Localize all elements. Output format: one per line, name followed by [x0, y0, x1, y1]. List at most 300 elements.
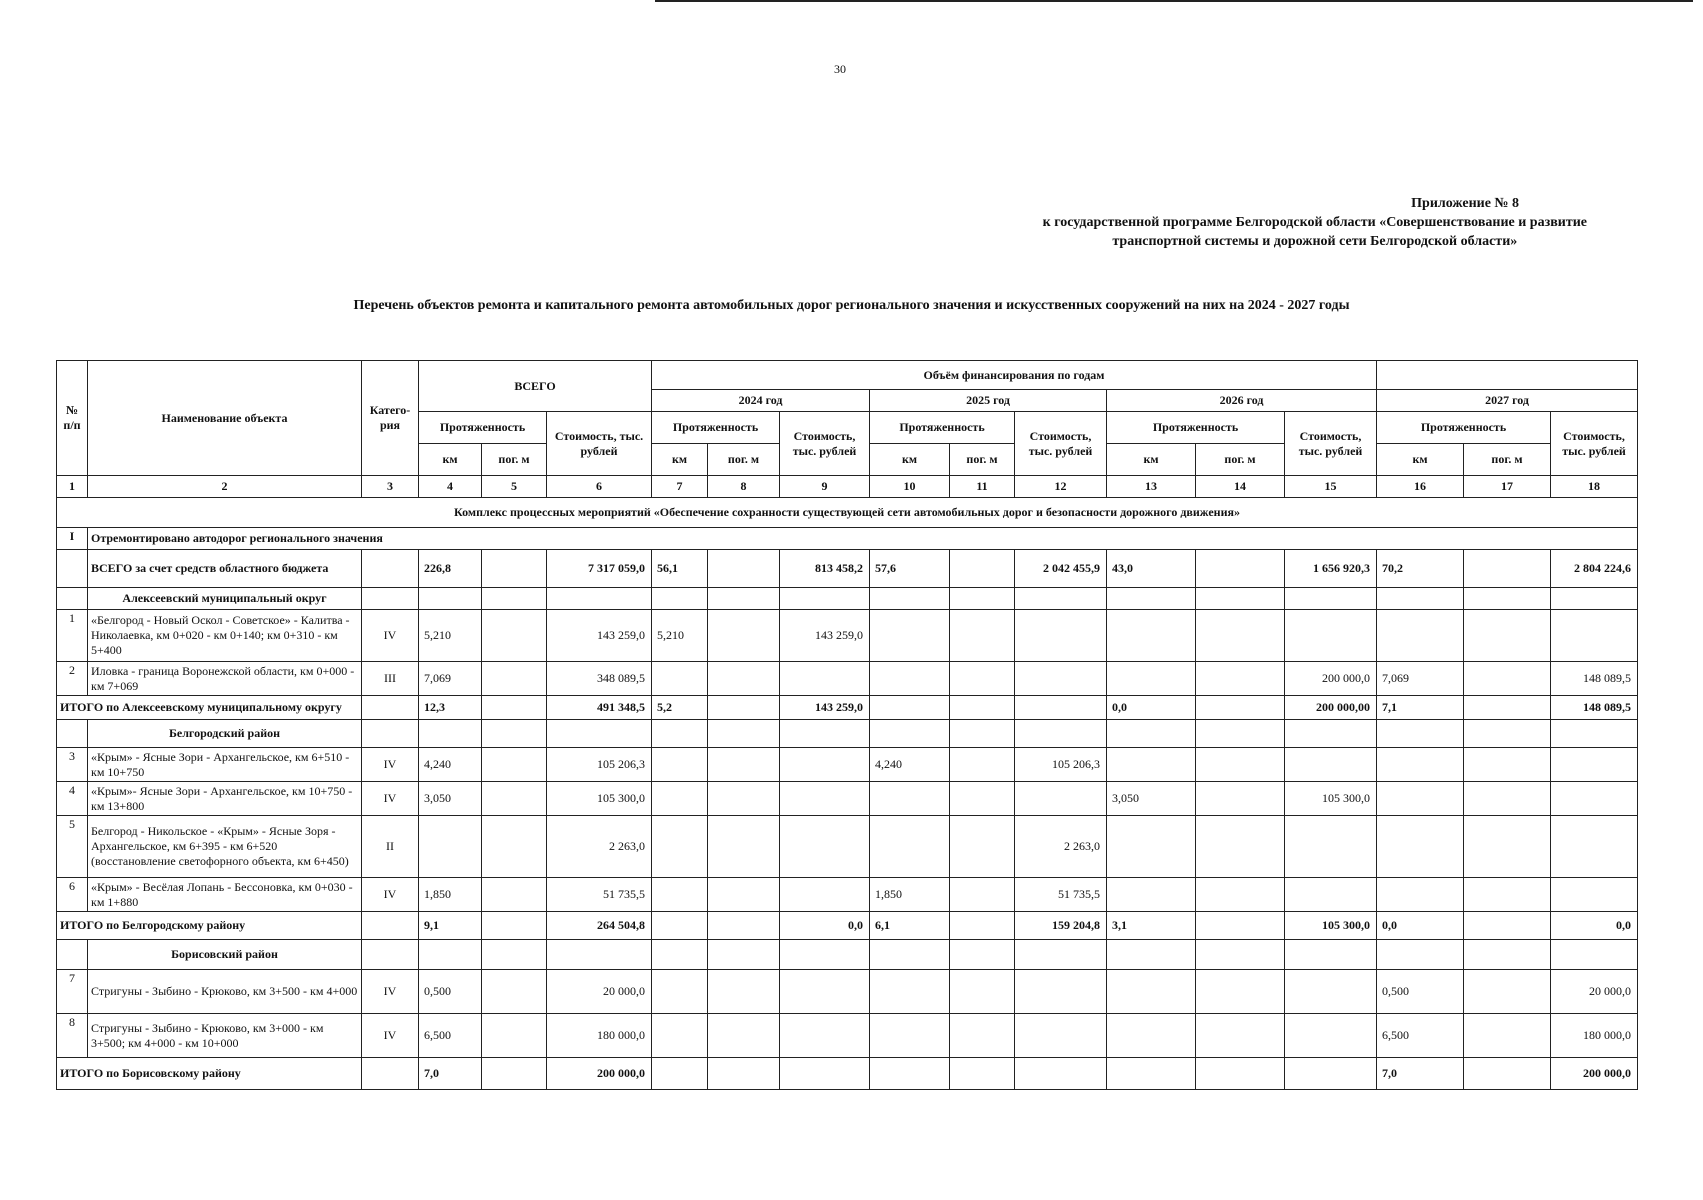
district-total-value — [870, 1058, 950, 1090]
value-cell: 105 300,0 — [547, 782, 652, 816]
empty-cell — [652, 940, 708, 970]
value-cell — [708, 1014, 780, 1058]
empty-cell — [1464, 588, 1551, 610]
district-total-value: 9,1 — [419, 912, 482, 940]
value-cell — [1015, 1014, 1107, 1058]
value-cell — [780, 816, 870, 878]
value-cell — [780, 878, 870, 912]
column-number: 7 — [652, 476, 708, 498]
value-cell — [708, 748, 780, 782]
value-cell — [870, 782, 950, 816]
district-total-value — [1107, 1058, 1196, 1090]
row-number: 7 — [57, 970, 88, 1014]
table-row — [57, 1058, 1638, 1090]
value-cell — [1196, 782, 1285, 816]
value-cell — [870, 1014, 950, 1058]
empty-cell — [652, 588, 708, 610]
header-year-2026: 2026 год — [1107, 390, 1377, 412]
district-total-label: ИТОГО по Борисовскому району — [57, 1058, 362, 1090]
empty-cell — [1015, 588, 1107, 610]
empty-cell — [870, 940, 950, 970]
column-number: 16 — [1377, 476, 1464, 498]
value-cell — [1377, 610, 1464, 662]
value-cell — [482, 816, 547, 878]
empty-cell — [1464, 720, 1551, 748]
empty-cell — [780, 720, 870, 748]
row-number — [57, 940, 88, 970]
column-number: 14 — [1196, 476, 1285, 498]
value-cell — [1551, 878, 1638, 912]
district-total-value: 7,0 — [419, 1058, 482, 1090]
empty-cell — [362, 720, 419, 748]
value-cell — [1464, 970, 1551, 1014]
category-cell — [362, 550, 419, 588]
value-cell — [1377, 748, 1464, 782]
total-budget-value: 1 656 920,3 — [1285, 550, 1377, 588]
value-cell: 3,050 — [419, 782, 482, 816]
value-cell — [482, 782, 547, 816]
district-total-value — [950, 696, 1015, 720]
value-cell — [1196, 748, 1285, 782]
value-cell — [950, 970, 1015, 1014]
value-cell — [1464, 748, 1551, 782]
header-year-2025: 2025 год — [870, 390, 1107, 412]
column-number: 18 — [1551, 476, 1638, 498]
district-total-value — [1464, 1058, 1551, 1090]
district-total-value — [482, 1058, 547, 1090]
category-cell — [362, 696, 419, 720]
total-budget-value: 2 804 224,6 — [1551, 550, 1638, 588]
header-km: км — [870, 444, 950, 476]
value-cell — [780, 662, 870, 696]
value-cell: 20 000,0 — [547, 970, 652, 1014]
value-cell: 7,069 — [419, 662, 482, 696]
empty-cell — [652, 720, 708, 748]
value-cell — [708, 970, 780, 1014]
district-total-value — [482, 912, 547, 940]
row-number: 3 — [57, 748, 88, 782]
column-number: 10 — [870, 476, 950, 498]
value-cell — [1285, 748, 1377, 782]
value-cell — [1285, 970, 1377, 1014]
header-cost: Стоимость, тыс. рублей — [1015, 412, 1107, 476]
district-total-value — [1285, 1058, 1377, 1090]
total-budget-value — [950, 550, 1015, 588]
column-number: 17 — [1464, 476, 1551, 498]
empty-cell — [419, 588, 482, 610]
object-name: «Крым» - Весёлая Лопань - Бессоновка, км 0+030 - км 1+880 — [88, 878, 362, 912]
district-total-value: 12,3 — [419, 696, 482, 720]
district-total-value: 200 000,0 — [1551, 1058, 1638, 1090]
column-number: 6 — [547, 476, 652, 498]
table-row — [57, 610, 1638, 662]
table-row — [57, 878, 1638, 912]
empty-cell — [708, 720, 780, 748]
empty-cell — [1285, 720, 1377, 748]
page-number: 30 — [834, 62, 846, 76]
row-number: 4 — [57, 782, 88, 816]
value-cell — [870, 610, 950, 662]
header-total: ВСЕГО — [419, 361, 652, 412]
empty-cell — [870, 588, 950, 610]
district-title: Алексеевский муниципальный округ — [88, 588, 362, 610]
empty-cell — [1285, 588, 1377, 610]
total-budget-value — [708, 550, 780, 588]
district-total-value — [1464, 696, 1551, 720]
value-cell — [1285, 816, 1377, 878]
district-total-value — [780, 1058, 870, 1090]
column-number: 13 — [1107, 476, 1196, 498]
header-pog-m: пог. м — [708, 444, 780, 476]
value-cell — [1107, 662, 1196, 696]
header-year-2024: 2024 год — [652, 390, 870, 412]
value-cell: 6,500 — [1377, 1014, 1464, 1058]
section-label: Отремонтировано автодорог регионального значения — [88, 528, 1638, 550]
district-total-value — [1196, 912, 1285, 940]
value-cell: 4,240 — [870, 748, 950, 782]
value-cell — [780, 1014, 870, 1058]
value-cell — [482, 610, 547, 662]
header-funding: Объём финансирования по годам — [652, 361, 1377, 390]
header-length: Протяженность — [419, 412, 547, 444]
column-number: 15 — [1285, 476, 1377, 498]
value-cell — [652, 816, 708, 878]
total-budget-value: 813 458,2 — [780, 550, 870, 588]
value-cell — [482, 748, 547, 782]
value-cell: 0,500 — [1377, 970, 1464, 1014]
header-km: км — [652, 444, 708, 476]
district-total-value: 0,0 — [1377, 912, 1464, 940]
district-total-value — [482, 696, 547, 720]
empty-cell — [482, 720, 547, 748]
total-budget-value: 226,8 — [419, 550, 482, 588]
value-cell — [1196, 610, 1285, 662]
empty-cell — [780, 940, 870, 970]
header-cost: Стоимость, тыс. рублей — [1551, 412, 1638, 476]
empty-cell — [1551, 588, 1638, 610]
value-cell: 5,210 — [652, 610, 708, 662]
header-cost: Стоимость, тыс. рублей — [780, 412, 870, 476]
value-cell — [1015, 610, 1107, 662]
category-cell: IV — [362, 878, 419, 912]
row-number: 1 — [57, 610, 88, 662]
value-cell — [1107, 610, 1196, 662]
column-number: 5 — [482, 476, 547, 498]
row-number — [57, 720, 88, 748]
value-cell — [1551, 748, 1638, 782]
district-total-label: ИТОГО по Алексеевскому муниципальному округу — [57, 696, 362, 720]
empty-cell — [1285, 940, 1377, 970]
header-km: км — [1377, 444, 1464, 476]
district-total-value — [1196, 696, 1285, 720]
value-cell — [780, 970, 870, 1014]
district-title: Борисовский район — [88, 940, 362, 970]
header-pog-m: пог. м — [482, 444, 547, 476]
empty-cell — [1107, 940, 1196, 970]
empty-cell — [708, 588, 780, 610]
value-cell: 1,850 — [419, 878, 482, 912]
value-cell — [1107, 970, 1196, 1014]
header-pog-m: пог. м — [1464, 444, 1551, 476]
district-total-value: 0,0 — [1551, 912, 1638, 940]
value-cell — [1551, 782, 1638, 816]
total-budget-value — [1464, 550, 1551, 588]
value-cell — [1464, 662, 1551, 696]
column-number: 3 — [362, 476, 419, 498]
table-row — [57, 720, 1638, 748]
empty-cell — [950, 940, 1015, 970]
value-cell: 180 000,0 — [1551, 1014, 1638, 1058]
value-cell: 7,069 — [1377, 662, 1464, 696]
row-number — [57, 550, 88, 588]
empty-cell — [1196, 588, 1285, 610]
value-cell — [1285, 1014, 1377, 1058]
row-number — [57, 588, 88, 610]
category-cell — [362, 1058, 419, 1090]
district-total-value: 6,1 — [870, 912, 950, 940]
district-total-value — [1015, 1058, 1107, 1090]
document-title: Перечень объектов ремонта и капитального ремонта автомобильных дорог регионального значения и искусственных сооружений на них на 2024 - 2027 годы — [353, 298, 1350, 313]
value-cell — [870, 816, 950, 878]
value-cell — [950, 610, 1015, 662]
category-cell: IV — [362, 1014, 419, 1058]
empty-cell — [362, 940, 419, 970]
empty-cell — [1196, 940, 1285, 970]
empty-cell — [1015, 940, 1107, 970]
column-number: 2 — [88, 476, 362, 498]
table-row — [57, 1014, 1638, 1058]
object-name: «Крым»- Ясные Зори - Архангельское, км 10+750 - км 13+800 — [88, 782, 362, 816]
top-rule — [655, 0, 1693, 2]
value-cell — [482, 662, 547, 696]
value-cell: 20 000,0 — [1551, 970, 1638, 1014]
district-total-value — [1196, 1058, 1285, 1090]
empty-cell — [547, 588, 652, 610]
header-length: Протяженность — [1377, 412, 1551, 444]
empty-cell — [419, 720, 482, 748]
header-pog-m: пог. м — [1196, 444, 1285, 476]
value-cell — [950, 662, 1015, 696]
value-cell — [1551, 816, 1638, 878]
district-total-value: 143 259,0 — [780, 696, 870, 720]
value-cell: 105 206,3 — [547, 748, 652, 782]
value-cell — [652, 970, 708, 1014]
district-total-value — [1015, 696, 1107, 720]
value-cell — [950, 1014, 1015, 1058]
empty-cell — [870, 720, 950, 748]
value-cell — [1377, 878, 1464, 912]
empty-cell — [547, 720, 652, 748]
value-cell — [1464, 816, 1551, 878]
value-cell: 3,050 — [1107, 782, 1196, 816]
value-cell — [1196, 970, 1285, 1014]
value-cell — [708, 610, 780, 662]
district-total-value: 105 300,0 — [1285, 912, 1377, 940]
value-cell — [708, 662, 780, 696]
district-total-value — [708, 696, 780, 720]
value-cell: 0,500 — [419, 970, 482, 1014]
empty-cell — [1107, 720, 1196, 748]
table-row — [57, 662, 1638, 696]
value-cell — [652, 1014, 708, 1058]
row-number: 8 — [57, 1014, 88, 1058]
value-cell — [1551, 610, 1638, 662]
value-cell: 148 089,5 — [1551, 662, 1638, 696]
district-total-value: 7,0 — [1377, 1058, 1464, 1090]
object-name: Стригуны - Зыбино - Крюково, км 3+500 - км 4+000 — [88, 970, 362, 1014]
value-cell: 5,210 — [419, 610, 482, 662]
header-category: Катего-рия — [362, 361, 419, 476]
total-budget-value — [482, 550, 547, 588]
value-cell — [1464, 878, 1551, 912]
value-cell: 143 259,0 — [547, 610, 652, 662]
district-total-value: 0,0 — [780, 912, 870, 940]
header-cost: Стоимость, тыс. рублей — [1285, 412, 1377, 476]
district-total-value — [708, 1058, 780, 1090]
row-number: 6 — [57, 878, 88, 912]
value-cell — [708, 816, 780, 878]
empty-cell — [1107, 588, 1196, 610]
district-total-value: 3,1 — [1107, 912, 1196, 940]
empty-cell — [362, 588, 419, 610]
value-cell: 105 300,0 — [1285, 782, 1377, 816]
header-km: км — [1107, 444, 1196, 476]
value-cell — [950, 748, 1015, 782]
appendix-line-3: транспортной системы и дорожной сети Белгородской области» — [1112, 234, 1518, 249]
value-cell — [482, 1014, 547, 1058]
district-total-value — [652, 912, 708, 940]
appendix-header — [1043, 194, 1587, 251]
empty-cell — [950, 588, 1015, 610]
value-cell: 348 089,5 — [547, 662, 652, 696]
district-total-value — [708, 912, 780, 940]
empty-cell — [482, 940, 547, 970]
column-number: 4 — [419, 476, 482, 498]
district-title: Белгородский район — [88, 720, 362, 748]
value-cell — [870, 662, 950, 696]
district-total-value: 200 000,00 — [1285, 696, 1377, 720]
value-cell — [1377, 816, 1464, 878]
category-cell: IV — [362, 610, 419, 662]
row-number: 2 — [57, 662, 88, 696]
header-name: Наименование объекта — [88, 361, 362, 476]
empty-cell — [547, 940, 652, 970]
object-name: Белгород - Никольское - «Крым» - Ясные Зоря - Архангельское, км 6+395 - км 6+520 (восстановление светофорного объекта, км 6+450) — [88, 816, 362, 878]
table-row — [57, 696, 1638, 720]
complex-title: Комплекс процессных мероприятий «Обеспечение сохранности существующей сети автомобильных дорог и безопасности дорожного движения» — [57, 498, 1638, 528]
empty-cell — [1551, 720, 1638, 748]
empty-cell — [780, 588, 870, 610]
total-budget-value: 70,2 — [1377, 550, 1464, 588]
value-cell: 6,500 — [419, 1014, 482, 1058]
category-cell: II — [362, 816, 419, 878]
value-cell — [1464, 782, 1551, 816]
value-cell — [950, 816, 1015, 878]
column-number: 9 — [780, 476, 870, 498]
value-cell — [1285, 610, 1377, 662]
value-cell: 51 735,5 — [1015, 878, 1107, 912]
value-cell: 1,850 — [870, 878, 950, 912]
value-cell — [652, 782, 708, 816]
value-cell — [419, 816, 482, 878]
empty-cell — [950, 720, 1015, 748]
district-total-value — [652, 1058, 708, 1090]
value-cell: 143 259,0 — [780, 610, 870, 662]
value-cell — [1464, 1014, 1551, 1058]
value-cell: 51 735,5 — [547, 878, 652, 912]
value-cell — [1196, 816, 1285, 878]
value-cell: 2 263,0 — [547, 816, 652, 878]
value-cell — [1196, 878, 1285, 912]
category-cell: IV — [362, 782, 419, 816]
table-row — [57, 748, 1638, 782]
value-cell — [1015, 662, 1107, 696]
appendix-line-1: Приложение № 8 — [1411, 196, 1519, 211]
value-cell — [870, 970, 950, 1014]
object-name: Стригуны - Зыбино - Крюково, км 3+000 - км 3+500; км 4+000 - км 10+000 — [88, 1014, 362, 1058]
table-row — [57, 912, 1638, 940]
object-name: Иловка - граница Воронежской области, км 0+000 - км 7+069 — [88, 662, 362, 696]
value-cell — [1015, 782, 1107, 816]
column-number: 1 — [57, 476, 88, 498]
category-cell: III — [362, 662, 419, 696]
total-budget-value: 56,1 — [652, 550, 708, 588]
empty-cell — [419, 940, 482, 970]
empty-cell — [1377, 940, 1464, 970]
empty-cell — [1464, 940, 1551, 970]
header-no: № п/п — [57, 361, 88, 476]
empty-cell — [1551, 940, 1638, 970]
value-cell: 180 000,0 — [547, 1014, 652, 1058]
value-cell: 200 000,0 — [1285, 662, 1377, 696]
object-name: «Белгород - Новый Оскол - Советское» - Калитва - Николаевка, км 0+020 - км 0+140; км 0+310 - км 5+400 — [88, 610, 362, 662]
table-row — [57, 970, 1638, 1014]
value-cell — [708, 782, 780, 816]
column-number: 12 — [1015, 476, 1107, 498]
value-cell — [1196, 1014, 1285, 1058]
district-total-value: 200 000,0 — [547, 1058, 652, 1090]
district-total-value: 148 089,5 — [1551, 696, 1638, 720]
district-total-value — [870, 696, 950, 720]
total-budget-value — [1196, 550, 1285, 588]
value-cell — [652, 662, 708, 696]
district-total-value: 7,1 — [1377, 696, 1464, 720]
header-funding-blank — [1377, 361, 1638, 390]
empty-cell — [1196, 720, 1285, 748]
value-cell — [1464, 610, 1551, 662]
object-name: «Крым» - Ясные Зори - Архангельское, км 6+510 - км 10+750 — [88, 748, 362, 782]
table-row — [57, 782, 1638, 816]
value-cell: 2 263,0 — [1015, 816, 1107, 878]
header-cost: Стоимость, тыс. рублей — [547, 412, 652, 476]
value-cell — [1107, 748, 1196, 782]
category-cell — [362, 912, 419, 940]
district-total-value: 264 504,8 — [547, 912, 652, 940]
table-row — [57, 940, 1638, 970]
value-cell — [780, 782, 870, 816]
value-cell — [1107, 816, 1196, 878]
district-total-value: 5,2 — [652, 696, 708, 720]
value-cell — [950, 878, 1015, 912]
district-total-value: 0,0 — [1107, 696, 1196, 720]
category-cell: IV — [362, 748, 419, 782]
total-budget-value: 43,0 — [1107, 550, 1196, 588]
total-budget-value: 2 042 455,9 — [1015, 550, 1107, 588]
value-cell — [1107, 1014, 1196, 1058]
empty-cell — [482, 588, 547, 610]
table-row — [57, 588, 1638, 610]
header-year-2027: 2027 год — [1377, 390, 1638, 412]
